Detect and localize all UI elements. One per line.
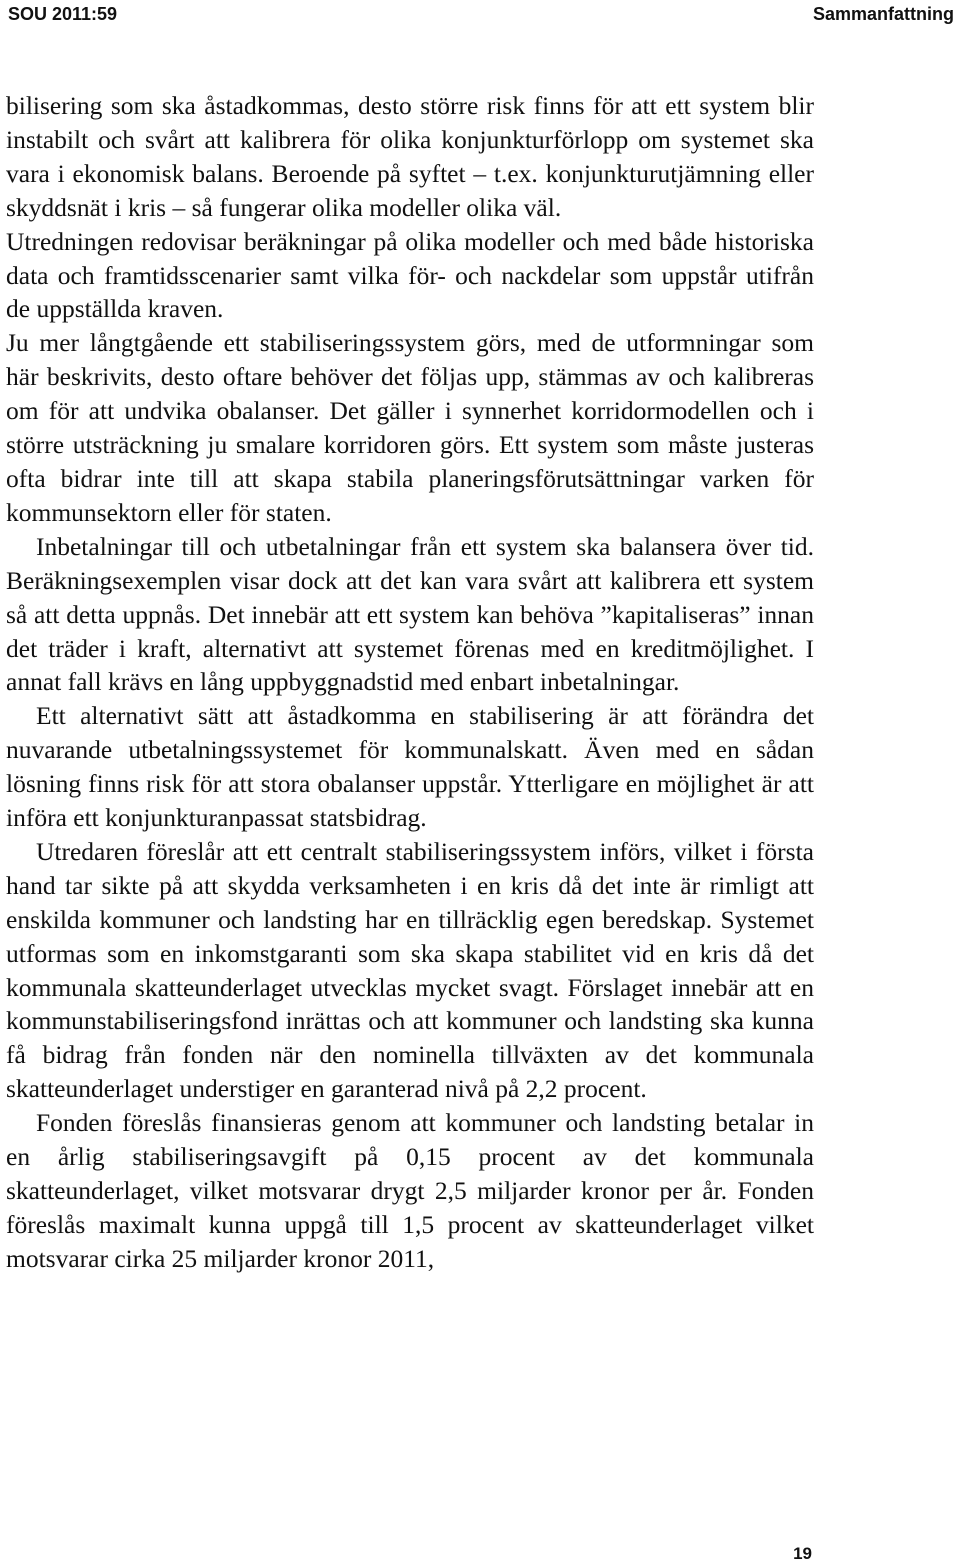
paragraph-5: Ett alternativt sätt att åstadkomma en stabilisering är att förändra det nuvarande utbetalningssystemet för kommunalskatt. Även med en sådan lösning finns risk för att stora obalanser uppstår. Ytterligare en möjlighet är att införa ett konjunkturanpassat statsbidrag. [6, 701, 814, 833]
paragraph-3: Ju mer långtgående ett stabiliseringssystem görs, med de utformningar som här beskrivits, desto oftare behöver det följas upp, stämmas av och kalibreras om för att undvika obalanser. Det gäller i synnerhet korridormodellen och i större utsträckning ju smalare korridoren görs. Ett system som måste justeras ofta bidrar inte till att skapa stabila planeringsförutsättningar varken för kommunsektorn eller för staten. [6, 328, 814, 527]
section-title: Sammanfattning [812, 4, 954, 24]
paragraph-6: Utredaren föreslår att ett centralt stabiliseringssystem införs, vilket i första hand tar sikte på att skydda verksamheten i en kris då det inte är rimligt att enskilda kommuner och landsting har en tillräcklig egen beredskap. Systemet utformas som en inkomstgaranti som ska skapa stabilitet vid en kris då det kommunala skatteunderlaget utvecklas mycket svagt. Förslaget innebär att en kommunstabiliseringsfond inrättas och att kommuner och landsting ska kunna få bidrag från fonden när den nominella tillväxten av det kommunala skatteunderlaget understiger en garanterad nivå på 2,2 procent. [6, 836, 814, 1104]
running-header [0, 4, 956, 28]
body-text [6, 89, 814, 1276]
paragraph-4: Inbetalningar till och utbetalningar från ett system ska balansera över tid. Beräkningsexemplen visar dock att det kan vara svårt att kalibrera ett system så att detta uppnås. Det innebär att ett system kan behöva ”kapitaliseras” innan det träder i kraft, alternativt att systemet förenas med en kreditmöjlighet. I annat fall krävs en lång uppbyggnadstid med enbart inbetalningar. [6, 531, 814, 697]
page-number: 19 [793, 1544, 812, 1563]
paragraph-2: Utredningen redovisar beräkningar på olika modeller och med både historiska data och framtidsscenarier samt vilka för- och nackdelar som uppstår utifrån de uppställda kraven. [6, 226, 814, 324]
paragraph-7: Fonden föreslås finansieras genom att kommuner och landsting betalar in en årlig stabiliseringsavgift på 0,15 procent av det kommunala skatteunderlaget, vilket motsvarar drygt 2,5 miljarder kronor per år. Fonden föreslås maximalt kunna uppgå till 1,5 procent av skatteunderlaget vilket motsvarar cirka 25 miljarder kronor 2011, [6, 1108, 814, 1273]
report-number: SOU 2011:59 [8, 4, 118, 24]
paragraph-1: bilisering som ska åstadkommas, desto större risk finns för att ett system blir instabilt och svårt att kalibrera för olika konjunkturförlopp om systemet ska vara i ekonomisk balans. Beroende på syftet – t.ex. konjunkturutjämning eller skyddsnät i kris – så fungerar olika modeller olika väl. [6, 91, 814, 222]
